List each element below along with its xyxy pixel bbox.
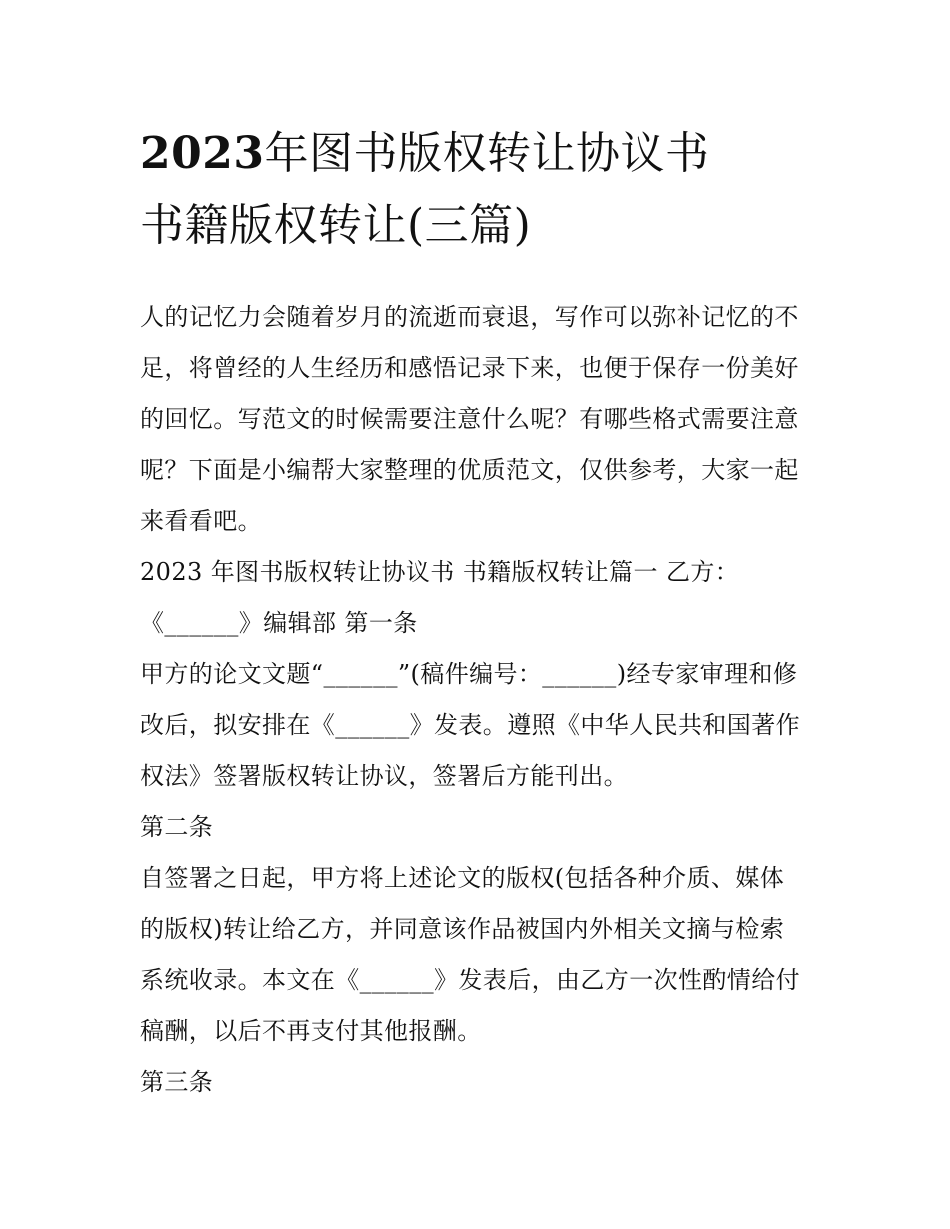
clause-2-heading: 第二条	[140, 813, 214, 841]
section-header	[140, 547, 830, 649]
intro-line: 的回忆。写范文的时候需要注意什么呢？有哪些格式需要注意	[140, 405, 799, 433]
document-title	[140, 118, 830, 262]
intro-line: 来看看吧。	[140, 507, 262, 535]
title-year: 2023	[140, 128, 265, 179]
title-line-1-text: 年图书版权转让协议书	[264, 128, 710, 179]
clause-2-line: 系统收录。本文在《______》发表后，由乙方一次性酌情给付	[140, 966, 800, 994]
intro-line: 足，将曾经的人生经历和感悟记录下来，也便于保存一份美好	[140, 354, 799, 382]
section-header-line: 2023 年图书版权转让协议书 书籍版权转让篇一 乙方：	[140, 558, 740, 586]
clause-1	[140, 649, 830, 802]
clause-1-line: 权法》签署版权转让协议，签署后方能刊出。	[140, 762, 628, 790]
clause-3-heading: 第三条	[140, 1068, 214, 1096]
agreement-body	[140, 547, 830, 1108]
intro-line: 呢？下面是小编帮大家整理的优质范文，仅供参考，大家一起	[140, 456, 799, 484]
title-line-1	[140, 118, 830, 190]
clause-2-line: 自签署之日起，甲方将上述论文的版权(包括各种介质、媒体	[140, 864, 785, 892]
clause-1-line: 甲方的论文文题“______”(稿件编号：______)经专家审理和修	[140, 660, 798, 688]
clause-2-line: 的版权)转让给乙方，并同意该作品被国内外相关文摘与检索	[140, 915, 785, 943]
intro-line: 人的记忆力会随着岁月的流逝而衰退，写作可以弥补记忆的不	[140, 303, 799, 331]
clause-2-line: 稿酬，以后不再支付其他报酬。	[140, 1017, 482, 1045]
clause-2	[140, 853, 830, 1057]
section-header-line: 《______》编辑部 第一条	[140, 609, 418, 637]
intro-paragraph	[140, 292, 830, 547]
title-line-2: 书籍版权转让(三篇)	[140, 200, 532, 251]
clause-1-line: 改后，拟安排在《______》发表。遵照《中华人民共和国著作	[140, 711, 800, 739]
